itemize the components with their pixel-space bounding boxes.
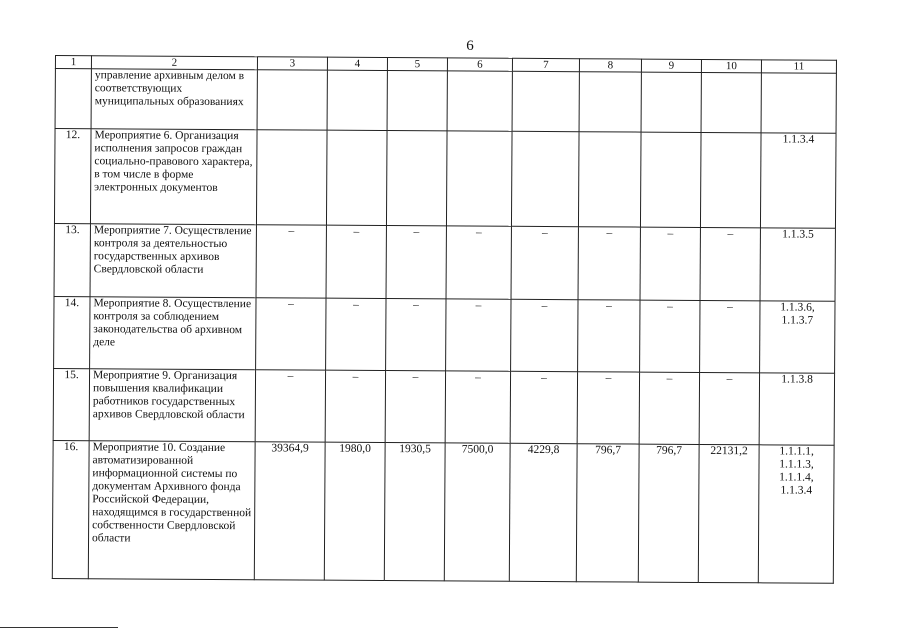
row-number: 13. bbox=[54, 223, 90, 296]
funding-value: – bbox=[385, 371, 445, 443]
footnote-separator bbox=[0, 627, 118, 628]
funding-value bbox=[578, 132, 641, 227]
table-row bbox=[54, 296, 835, 373]
funding-value: – bbox=[326, 298, 386, 370]
activity-name: Мероприятие 8. Осуществление контроля за соблюдением законодательства об архивном деле bbox=[90, 297, 256, 370]
funding-value: – bbox=[699, 372, 759, 444]
funding-value: – bbox=[511, 226, 578, 299]
funding-value bbox=[256, 130, 327, 225]
target-indicator-code: 1.1.3.4 bbox=[760, 133, 836, 228]
funding-value bbox=[447, 71, 512, 131]
target-indicator-code bbox=[761, 73, 836, 133]
column-header: 6 bbox=[447, 58, 512, 71]
funding-value: – bbox=[578, 227, 640, 300]
funding-value bbox=[640, 132, 701, 227]
column-header: 9 bbox=[641, 59, 701, 72]
funding-value: 7500,0 bbox=[444, 443, 510, 581]
funding-value: 22131,2 bbox=[698, 444, 759, 582]
column-header: 3 bbox=[257, 57, 327, 70]
column-header: 2 bbox=[91, 56, 257, 70]
target-indicator-code: 1.1.3.5 bbox=[760, 228, 835, 301]
funding-value: – bbox=[256, 298, 326, 370]
column-header: 4 bbox=[327, 57, 387, 70]
activity-name: Мероприятие 7. Осуществление контроля за деятельностью государственных архивов Свердловской области bbox=[90, 224, 256, 298]
activity-name: Мероприятие 10. Создание автоматизированной информационной системы по документам Архивного фонда Российской Федерации, находящимся в государственной собственности Свердловской области bbox=[88, 441, 255, 580]
funding-value bbox=[387, 71, 447, 131]
funding-value bbox=[512, 71, 579, 131]
funding-value: – bbox=[386, 299, 446, 371]
row-number: 15. bbox=[53, 368, 89, 440]
funding-value: 1930,5 bbox=[384, 443, 445, 581]
funding-value: – bbox=[256, 225, 326, 298]
funding-value bbox=[701, 72, 761, 132]
funding-value bbox=[641, 72, 701, 132]
row-number: 14. bbox=[54, 296, 90, 368]
funding-value: – bbox=[639, 372, 699, 444]
funding-value: – bbox=[445, 371, 510, 443]
table-row bbox=[54, 129, 836, 229]
funding-value: – bbox=[255, 370, 325, 442]
funding-value: – bbox=[700, 227, 760, 300]
activity-name: Мероприятие 9. Организация повышения квалификации работников государственных архивов Свердловской области bbox=[89, 369, 255, 442]
target-indicator-code: 1.1.1.1, 1.1.1.3, 1.1.1.4, 1.1.3.4 bbox=[758, 445, 834, 583]
funding-value: 4229,8 bbox=[509, 443, 577, 581]
funding-value: – bbox=[640, 300, 700, 372]
funding-value: – bbox=[326, 225, 386, 298]
funding-value bbox=[579, 72, 641, 132]
activity-name: Мероприятие 6. Организация исполнения запросов граждан социально-правового характера, в том числе в форме электронных документов bbox=[90, 129, 257, 225]
funding-value bbox=[700, 132, 761, 227]
column-header: 11 bbox=[761, 60, 836, 73]
row-number: 16. bbox=[52, 440, 89, 578]
funding-value: – bbox=[700, 300, 760, 372]
funding-value: 796,7 bbox=[576, 444, 639, 582]
column-header: 5 bbox=[387, 58, 447, 71]
funding-value: – bbox=[446, 226, 511, 299]
funding-value bbox=[327, 70, 387, 130]
funding-value: – bbox=[325, 370, 385, 442]
funding-value: 796,7 bbox=[638, 444, 699, 582]
page-number: 6 bbox=[466, 38, 474, 54]
table-row bbox=[54, 223, 835, 301]
funding-value: 1980,0 bbox=[324, 442, 385, 580]
funding-value: – bbox=[578, 300, 640, 372]
funding-value bbox=[446, 131, 512, 226]
funding-value: – bbox=[446, 299, 511, 371]
funding-value: – bbox=[640, 227, 700, 300]
funding-value bbox=[511, 131, 579, 226]
target-indicator-code: 1.1.3.8 bbox=[759, 373, 834, 445]
table-row bbox=[52, 440, 834, 583]
target-indicator-code: 1.1.3.6, 1.1.3.7 bbox=[760, 301, 835, 373]
funding-value: – bbox=[510, 371, 577, 443]
row-number bbox=[55, 69, 91, 129]
activity-name: управление архивным делом в соответствующих муниципальных образованиях bbox=[91, 69, 257, 130]
funding-value bbox=[326, 130, 387, 225]
funding-value bbox=[386, 131, 447, 226]
funding-value bbox=[257, 70, 327, 130]
column-header: 1 bbox=[55, 56, 91, 69]
funding-value: – bbox=[577, 372, 639, 444]
column-header: 8 bbox=[579, 59, 641, 72]
funding-value: – bbox=[511, 299, 578, 371]
funding-value: – bbox=[386, 226, 446, 299]
table-row bbox=[55, 69, 836, 134]
table-row bbox=[53, 368, 834, 445]
column-header: 7 bbox=[512, 58, 579, 71]
funding-value: 39364,9 bbox=[254, 442, 325, 580]
row-number: 12. bbox=[54, 129, 91, 224]
column-header: 10 bbox=[701, 59, 761, 72]
program-table bbox=[52, 55, 837, 584]
